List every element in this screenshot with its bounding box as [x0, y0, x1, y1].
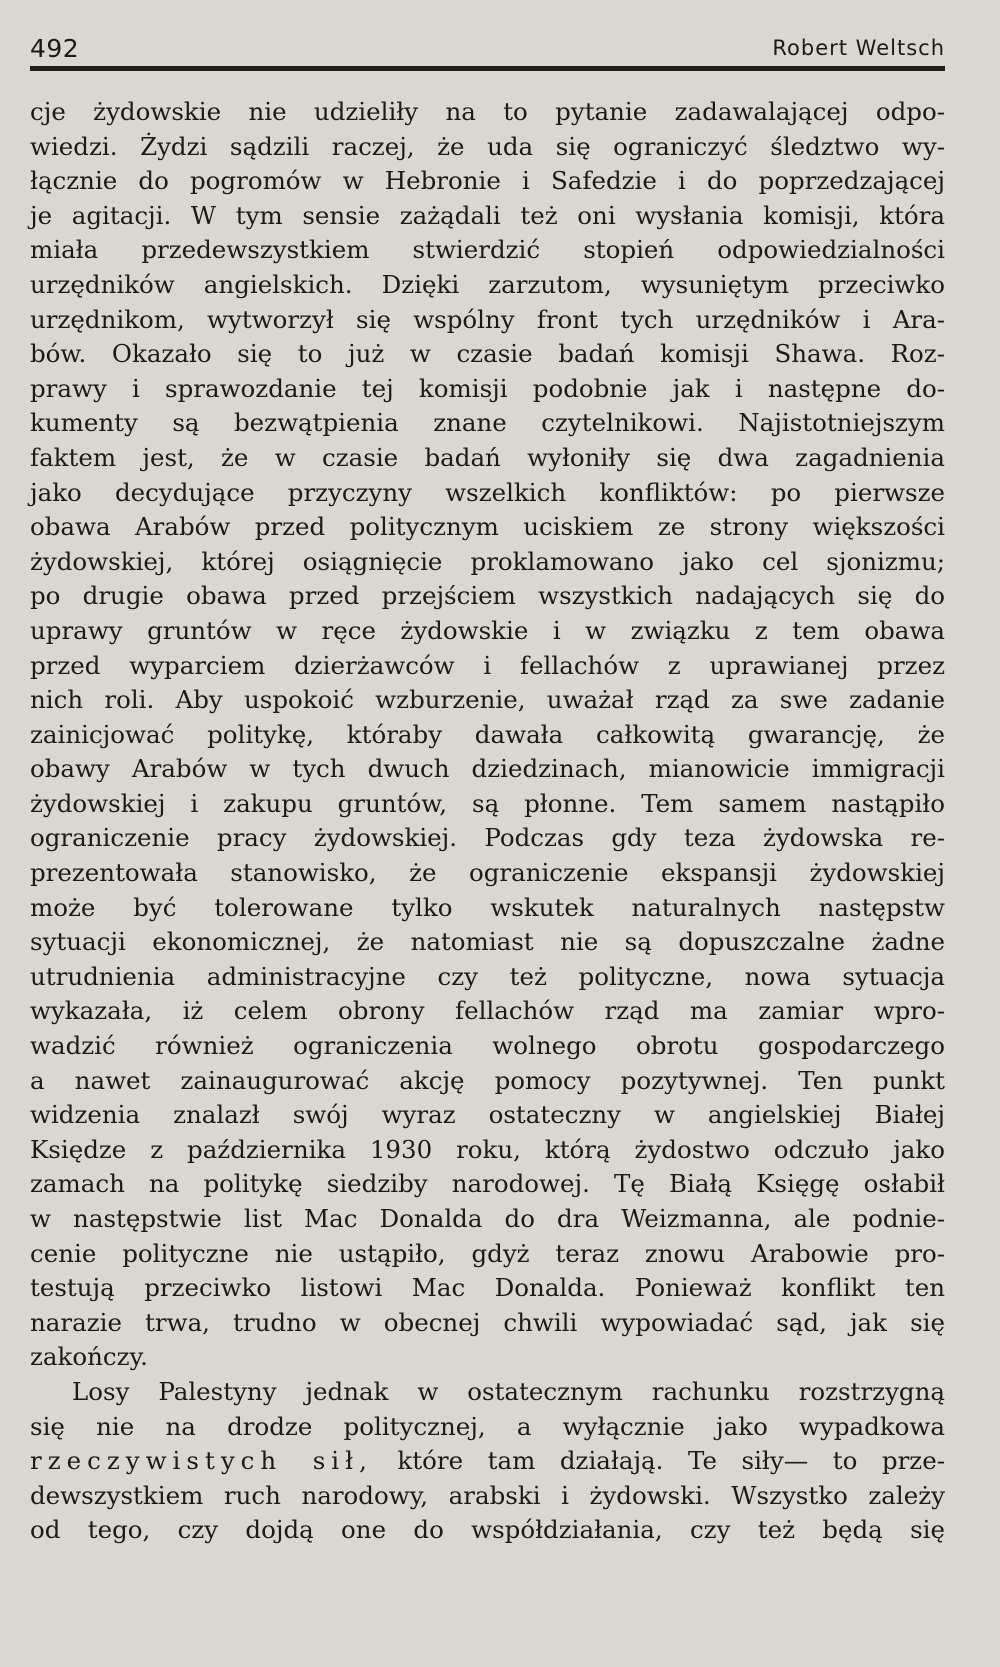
text-line: cenie polityczne nie ustąpiło, gdyż teraz znowu Arabowie pro-: [30, 1238, 945, 1268]
body-text: [30, 95, 945, 1548]
text-line: zamach na politykę siedziby narodowej. Tę Białą Księgę osłabił: [30, 1169, 945, 1199]
text-line-spaced: [30, 1444, 945, 1479]
text-line: bów. Okazało się to już w czasie badań komisji Shawa. Roz-: [30, 339, 945, 369]
text-line: urzędników angielskich. Dzięki zarzutom, wysuniętym przeciwko: [30, 269, 945, 299]
text-line: obawy Arabów w tych dwuch dziedzinach, mianowicie immigracji: [30, 754, 945, 784]
paragraph-1: [30, 95, 945, 1375]
text-line: nich roli. Aby uspokoić wzburzenie, uważał rząd za swe zadanie: [30, 685, 945, 715]
text-line: przed wyparciem dzierżawców i fellachów z uprawianej przez: [30, 650, 945, 680]
text-line: sytuacji ekonomicznej, że natomiast nie są dopuszczalne żadne: [30, 927, 945, 957]
text-line: zakończy.: [30, 1342, 148, 1372]
text-line: je agitacji. W tym sensie zażądali też oni wysłania komisji, która: [30, 200, 945, 230]
text-line: prezentowała stanowisko, że ograniczenie ekspansji żydowskiej: [30, 858, 945, 888]
text-line: prawy i sprawozdanie tej komisji podobnie jak i następne do-: [30, 373, 945, 403]
text-line: wiedzi. Żydzi sądzili raczej, że uda się ograniczyć śledztwo wy-: [30, 131, 945, 161]
text-line: uprawy gruntów w ręce żydowskie i w związku z tem obawa: [30, 615, 945, 645]
text-line: testują przeciwko listowi Mac Donalda. Ponieważ konflikt ten: [30, 1273, 945, 1303]
text-line: widzenia znalazł swój wyraz ostateczny w angielskiej Białej: [30, 1100, 945, 1130]
text-run: które tam działają. Te siły— to prze-: [372, 1446, 945, 1476]
text-line: jako decydujące przyczyny wszelkich konfliktów: po pierwsze: [30, 477, 945, 507]
text-line: Losy Palestyny jednak w ostatecznym rachunku rozstrzygną: [72, 1376, 945, 1406]
text-line: wadzić również ograniczenia wolnego obrotu gospodarczego: [30, 1031, 945, 1061]
text-line: od tego, czy dojdą one do współdziałania, czy też będą się: [30, 1515, 945, 1545]
paragraph-2: [30, 1375, 945, 1548]
text-line: narazie trwa, trudno w obecnej chwili wypowiadać sąd, jak się: [30, 1307, 945, 1337]
text-line: łącznie do pogromów w Hebronie i Safedzie i do poprzedzającej: [30, 166, 945, 196]
text-line: ograniczenie pracy żydowskiej. Podczas gdy teza żydowska re-: [30, 823, 945, 853]
text-line: obawa Arabów przed politycznym uciskiem ze strony większości: [30, 512, 945, 542]
page-number: 492: [30, 34, 80, 63]
text-line: faktem jest, że w czasie badań wyłoniły się dwa zagadnienia: [30, 442, 945, 472]
text-line: żydowskiej i zakupu gruntów, są płonne. Tem samem nastąpiło: [30, 788, 945, 818]
text-line: miała przedewszystkiem stwierdzić stopień odpowiedzialności: [30, 235, 945, 265]
text-line: w następstwie list Mac Donalda do dra Weizmanna, ale podnie-: [30, 1204, 945, 1233]
text-line: kumenty są bezwątpienia znane czytelnikowi. Najistotniejszym: [30, 408, 945, 438]
text-line: zainicjować politykę, któraby dawała całkowitą gwarancję, że: [30, 719, 945, 749]
page-header: [30, 34, 945, 70]
text-line: dewszystkiem ruch narodowy, arabski i żydowski. Wszystko zależy: [30, 1480, 945, 1510]
text-line: a nawet zainaugurować akcję pomocy pozytywnej. Ten punkt: [30, 1065, 945, 1095]
header-rule: [30, 66, 945, 71]
text-line: się nie na drodze politycznej, a wyłącznie jako wypadkowa: [30, 1411, 945, 1441]
text-line: wykazała, iż celem obrony fellachów rząd ma zamiar wpro-: [30, 996, 945, 1026]
text-line: może być tolerowane tylko wskutek naturalnych następstw: [30, 892, 945, 922]
text-line: cje żydowskie nie udzieliły na to pytanie zadawalającej odpo-: [30, 97, 945, 126]
text-line: po drugie obawa przed przejściem wszystkich nadających się do: [30, 581, 945, 611]
text-line: żydowskiej, której osiągnięcie proklamowano jako cel sjonizmu;: [30, 546, 945, 576]
text-line: utrudnienia administracyjne czy też polityczne, nowa sytuacja: [30, 961, 945, 991]
running-head: Robert Weltsch: [772, 36, 945, 60]
spaced-emphasis: rzeczywistych sił,: [30, 1446, 373, 1476]
text-line: urzędnikom, wytworzył się wspólny front tych urzędników i Ara-: [30, 304, 945, 334]
text-line: Księdze z października 1930 roku, którą żydostwo odczuło jako: [30, 1134, 945, 1164]
